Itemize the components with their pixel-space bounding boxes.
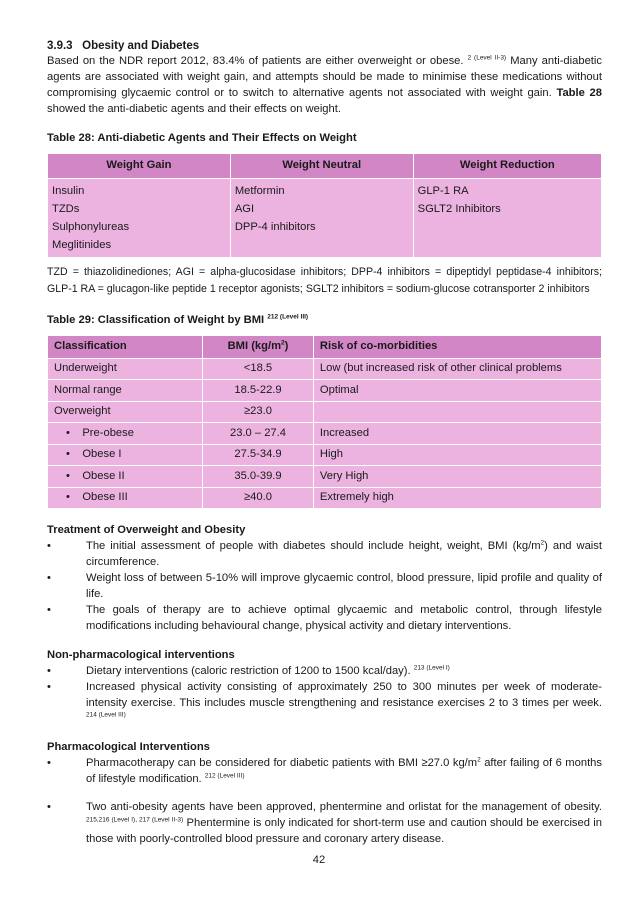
- t28-item: Metformin: [234, 184, 285, 197]
- t29-header-risk: Risk of co-morbidities: [313, 336, 601, 359]
- t28-item: Meglitinides: [52, 239, 112, 252]
- pharm-b2-text: Two anti-obesity agents have been approved, phentermine and orlistat for the management of obesity.: [86, 801, 602, 814]
- table28-caption: Table 28: Anti-diabetic Agents and Their Effects on Weight: [47, 131, 357, 144]
- t28-item: GLP-1 RA: [417, 184, 469, 197]
- list-item-text: [86, 800, 602, 848]
- t29-bmi: ≥40.0: [203, 487, 314, 509]
- t29-bmi-sup: 2: [281, 339, 285, 347]
- bullet-icon: •: [47, 603, 51, 616]
- t29-bmi-label: BMI (kg/m: [227, 340, 282, 353]
- t29-bmi: 18.5-22.9: [203, 380, 314, 402]
- t28-reduction-cell: [413, 178, 601, 258]
- bullet-icon: •: [47, 680, 51, 693]
- t29-bmi: ≥23.0: [203, 401, 314, 423]
- list-item-text: [86, 664, 602, 680]
- t29-class: • Obese II: [48, 466, 203, 488]
- table29-caption-ref: 212 (Level III): [267, 313, 309, 321]
- treatment-b1-sup: 2: [540, 539, 545, 547]
- list-item-text: The goals of therapy are to achieve optimal glycaemic and metabolic control, through lifestyle modifications including behavioural change, physical activity and dietary interventions.: [86, 603, 602, 632]
- list-item: [47, 800, 602, 848]
- treatment-b1-text-2: ) and waist circumference.: [86, 540, 602, 569]
- table28: [47, 153, 602, 258]
- intro-text-3: showed the anti-diabetic agents and their effects on weight.: [47, 103, 341, 116]
- nonpharm-b1-ref: 213 (Level I): [413, 663, 450, 671]
- table28-ref: Table 28: [556, 87, 602, 100]
- t29-class: Overweight: [48, 401, 203, 423]
- table-row: [48, 423, 602, 445]
- t29-risk: Optimal: [313, 380, 601, 402]
- table-row: [48, 444, 602, 466]
- bullet-icon: •: [47, 757, 51, 770]
- list-item: [47, 680, 602, 728]
- intro-text: Based on the NDR report 2012, 83.4% of patients are either overweight or obese.: [47, 55, 464, 68]
- t28-item: AGI: [234, 202, 255, 215]
- t29-bmi: 35.0-39.9: [203, 466, 314, 488]
- t29-header-bmi: [203, 336, 314, 359]
- treatment-heading: Treatment of Overweight and Obesity: [47, 524, 246, 537]
- table29: [47, 335, 602, 509]
- t29-bmi: <18.5: [203, 358, 314, 380]
- t28-item: TZDs: [52, 202, 80, 215]
- t29-risk: Extremely high: [313, 487, 601, 509]
- table-row: [48, 487, 602, 509]
- table-row: [48, 358, 602, 380]
- list-item: [47, 571, 602, 603]
- t28-item: Insulin: [52, 184, 85, 197]
- t29-risk: Increased: [313, 423, 601, 445]
- t28-item: SGLT2 Inhibitors: [417, 202, 501, 215]
- t29-risk: [313, 401, 601, 423]
- intro-text-2: Many anti-diabetic agents are associated with weight gain, and attempts should be made to minimise these medications without compromising glycaemic control or to switch to alternative agents not associated with weight gain.: [47, 55, 602, 100]
- nonpharm-b2-text: Increased physical activity consisting of approximately 250 to 300 minutes per week of moderate-intensity exercise. This includes muscle strengthening and resistance exercises 2 to 3 times per week.: [86, 680, 602, 709]
- pharm-b2-ref: 215,216 (Level I), 217 (Level II-3): [86, 816, 184, 824]
- list-item: [47, 664, 602, 680]
- t28-neutral-cell: [230, 178, 413, 258]
- t28-gain-cell: [48, 178, 231, 258]
- list-item-text: [86, 539, 602, 571]
- list-item: [47, 603, 602, 635]
- t29-class: Underweight: [48, 358, 203, 380]
- t29-class: • Pre-obese: [48, 423, 203, 445]
- table29-caption: [47, 313, 602, 329]
- list-item: [47, 539, 602, 571]
- t29-risk: High: [313, 444, 601, 466]
- t29-class: Normal range: [48, 380, 203, 402]
- bullet-icon: •: [47, 540, 51, 553]
- list-item-text: [86, 680, 602, 728]
- treatment-b1-text: The initial assessment of people with diabetes should include height, weight, BMI (kg/m: [86, 540, 541, 553]
- t29-risk: Very High: [313, 466, 601, 488]
- table28-abbreviations: TZD = thiazolidinediones; AGI = alpha-glucosidase inhibitors; DPP-4 inhibitors = dipeptidyl peptidase-4 inhibitors; GLP-1 RA = glucagon-like peptide 1 receptor agonists; SGLT2 inhibitors = sodium-glucose cotransporter 2 inhibitors: [47, 266, 602, 295]
- pharm-b1-text-2: after failing of 6 months of lifestyle modification.: [86, 757, 602, 786]
- list-item: [47, 756, 602, 788]
- t28-header-reduction: Weight Reduction: [413, 153, 601, 178]
- table-row: [48, 466, 602, 488]
- spacer: [47, 788, 602, 800]
- pharm-heading: Pharmacological Interventions: [47, 741, 210, 754]
- intro-ref: 2 (Level II-3): [467, 54, 507, 62]
- t28-header-neutral: Weight Neutral: [230, 153, 413, 178]
- t28-item: Sulphonylureas: [52, 221, 130, 234]
- table-row: [48, 401, 602, 423]
- t29-bmi: 27.5-34.9: [203, 444, 314, 466]
- intro-paragraph: [47, 54, 602, 118]
- section-heading: 3.9.3 Obesity and Diabetes: [47, 40, 200, 52]
- list-item-text: Weight loss of between 5-10% will improve glycaemic control, blood pressure, lipid profile and quality of life.: [86, 572, 602, 601]
- t29-header-class: Classification: [48, 336, 203, 359]
- nonpharm-b2-ref: 214 (Level III): [86, 711, 126, 719]
- nonpharm-b1-text: Dietary interventions (caloric restriction of 1200 to 1500 kcal/day).: [86, 664, 411, 677]
- bullet-icon: •: [47, 664, 51, 677]
- table-row: [48, 380, 602, 402]
- t29-bmi: 23.0 – 27.4: [203, 423, 314, 445]
- pharm-b2-text-2: Phentermine is only indicated for short-term use and caution should be exercised in those with poorly-controlled blood pressure and coronary artery disease.: [86, 816, 602, 845]
- pharm-b1-text: Pharmacotherapy can be considered for diabetic patients with BMI ≥27.0 kg/m: [86, 757, 478, 770]
- bullet-icon: •: [47, 801, 51, 814]
- nonpharm-heading: Non-pharmacological interventions: [47, 648, 235, 661]
- t29-class: • Obese I: [48, 444, 203, 466]
- bullet-icon: •: [47, 572, 51, 585]
- page-content: [47, 38, 602, 848]
- t29-class: • Obese III: [48, 487, 203, 509]
- pharm-b1-sup: 2: [477, 756, 481, 764]
- t28-header-gain: Weight Gain: [48, 153, 231, 178]
- list-item-text: [86, 756, 602, 788]
- t29-bmi-end: ): [284, 340, 289, 353]
- page-number: 42: [312, 854, 326, 866]
- table29-caption-text: Table 29: Classification of Weight by BMI: [47, 314, 265, 327]
- t28-item: DPP-4 inhibitors: [234, 221, 316, 234]
- pharm-b1-ref: 212 (Level III): [204, 772, 245, 780]
- t29-risk: Low (but increased risk of other clinical problems: [313, 358, 601, 380]
